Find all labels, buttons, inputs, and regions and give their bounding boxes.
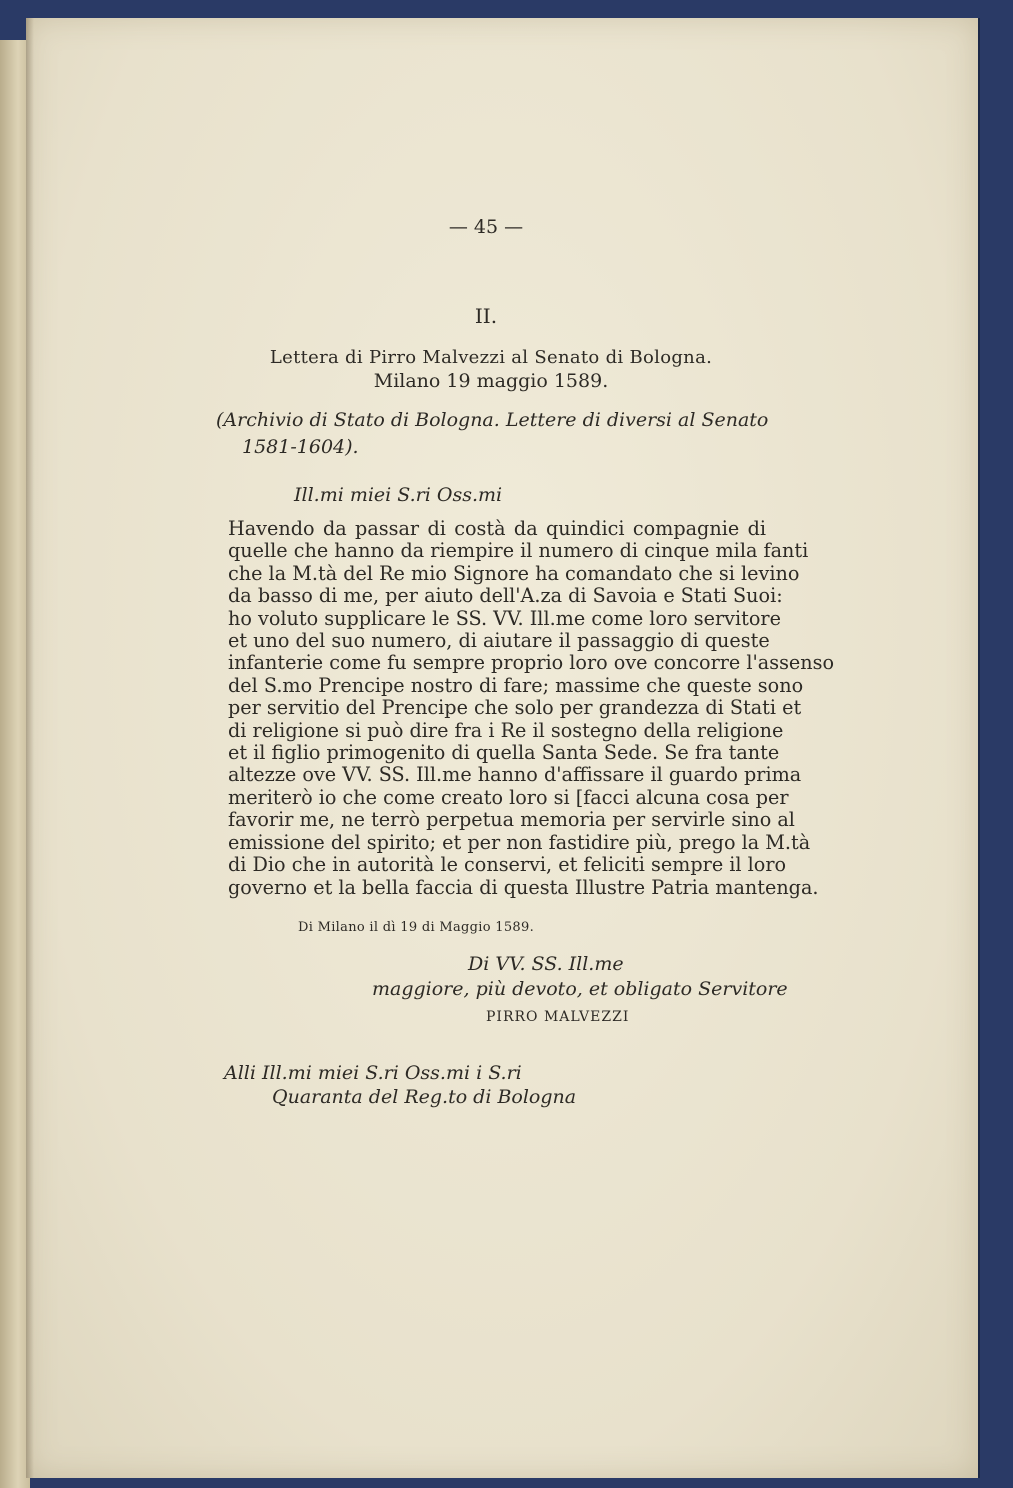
closing-line-2: maggiore, più devoto, et obligato Servitore	[372, 978, 788, 1000]
salutation: Ill.mi miei S.ri Oss.mi	[294, 484, 503, 506]
body-line: meriterò io che come creato loro si [facci alcuna cosa per	[228, 785, 789, 809]
address-line-2: Quaranta del Reg.to di Bologna	[272, 1086, 577, 1108]
source-citation-line-1: (Archivio di Stato di Bologna. Lettere di diversi al Senato	[216, 409, 769, 431]
closing-line-1: Di VV. SS. Ill.me	[468, 953, 624, 975]
address-line-1: Alli Ill.mi miei S.ri Oss.mi i S.ri	[224, 1062, 522, 1084]
body-line: et il figlio primogenito di quella Santa Sede. Se fra tante	[228, 741, 780, 765]
body-line: quelle che hanno da riempire il numero di cinque mila fanti	[228, 539, 809, 563]
body-line: Havendo da passar di costà da quindici compagnie di	[228, 517, 766, 540]
body-line: che la M.tà del Re mio Signore ha comandato che si levino	[228, 561, 800, 585]
body-line: per servitio del Prencipe che solo per grandezza di Stati et	[228, 696, 802, 720]
body-line: favorir me, ne terrò perpetua memoria per servirle sino al	[228, 808, 795, 832]
body-line: del S.mo Prencipe nostro di fare; massime che queste sono	[228, 673, 804, 697]
signer-name: PIRRO MALVEZZI	[486, 1009, 630, 1025]
section-number: II.	[474, 304, 498, 328]
body-line: emissione del spirito; et per non fastidire più, prego la M.tà	[228, 830, 811, 854]
letter-title: Lettera di Pirro Malvezzi al Senato di Bologna.	[269, 347, 713, 368]
letter-date: Milano 19 maggio 1589.	[373, 370, 609, 392]
body-line: et uno del suo numero, di aiutare il passaggio di queste	[228, 629, 770, 653]
body-line: altezze ove VV. SS. Ill.me hanno d'affissare il guardo prima	[228, 763, 802, 787]
body-line: di Dio che in autorità le conservi, et feliciti sempre il loro	[228, 853, 787, 877]
body-line: infanterie come fu sempre proprio loro ove concorre l'assenso	[228, 651, 835, 675]
body-line: ho voluto supplicare le SS. VV. Ill.me come loro servitore	[228, 606, 781, 630]
letter-body	[228, 517, 835, 899]
source-citation-line-2: 1581-1604).	[242, 436, 359, 458]
place-date: Di Milano il dì 19 di Maggio 1589.	[298, 920, 535, 935]
body-line: da basso di me, per aiuto dell'A.za di Savoia e Stati Suoi:	[228, 584, 783, 608]
body-line: di religione si può dire fra i Re il sostegno della religione	[228, 718, 784, 742]
book-page	[26, 18, 980, 1478]
page-gutter-shadow	[26, 18, 34, 1478]
page-number: — 45 —	[448, 216, 524, 238]
body-line: governo et la bella faccia di questa Illustre Patria mantenga.	[228, 875, 819, 899]
